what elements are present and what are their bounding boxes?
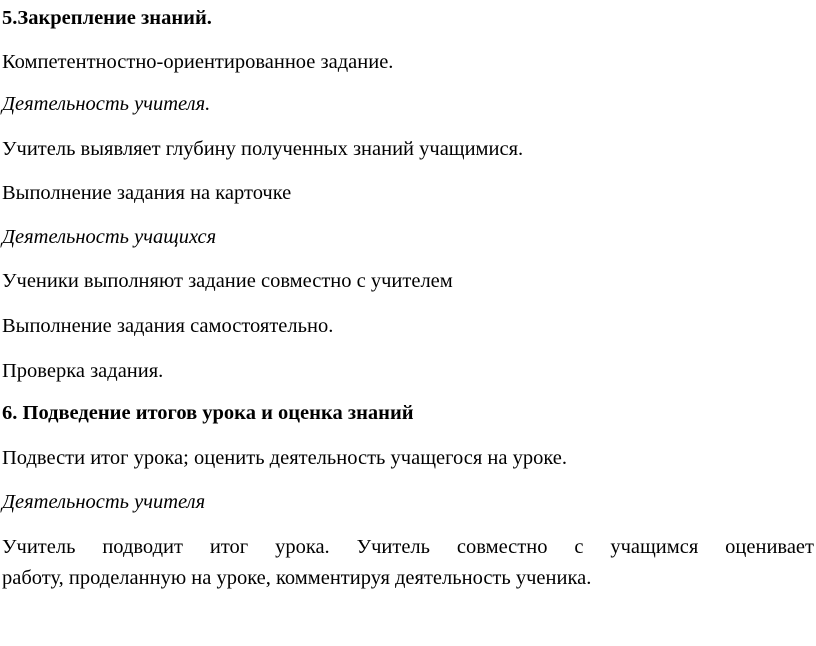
teacher-summary-text-line-2: работу, проделанную на уроке, комментируя деятельность ученика. <box>2 567 592 589</box>
teacher-activity-label: Деятельность учителя. <box>2 93 211 115</box>
teacher-activity-text: Учитель выявляет глубину полученных знаний учащимися. <box>2 138 524 160</box>
students-activity-text-2: Выполнение задания самостоятельно. <box>2 315 334 337</box>
students-activity-text-3: Проверка задания. <box>2 360 164 382</box>
task-type-text: Компетентностно-ориентированное задание. <box>2 51 394 73</box>
teacher-activity-label-2: Деятельность учителя <box>2 491 206 513</box>
card-task-text: Выполнение задания на карточке <box>2 182 292 204</box>
teacher-summary-text-line-1: Учитель подводит итог урока. Учитель совместно с учащимся оценивает <box>2 536 814 558</box>
students-activity-label: Деятельность учащихся <box>2 226 217 248</box>
section-6-heading: 6. Подведение итогов урока и оценка знаний <box>2 402 414 424</box>
section-6-goal-text: Подвести итог урока; оценить деятельность учащегося на уроке. <box>2 447 568 469</box>
section-5-heading: 5.Закрепление знаний. <box>2 7 212 29</box>
students-activity-text-1: Ученики выполняют задание совместно с учителем <box>2 270 453 292</box>
